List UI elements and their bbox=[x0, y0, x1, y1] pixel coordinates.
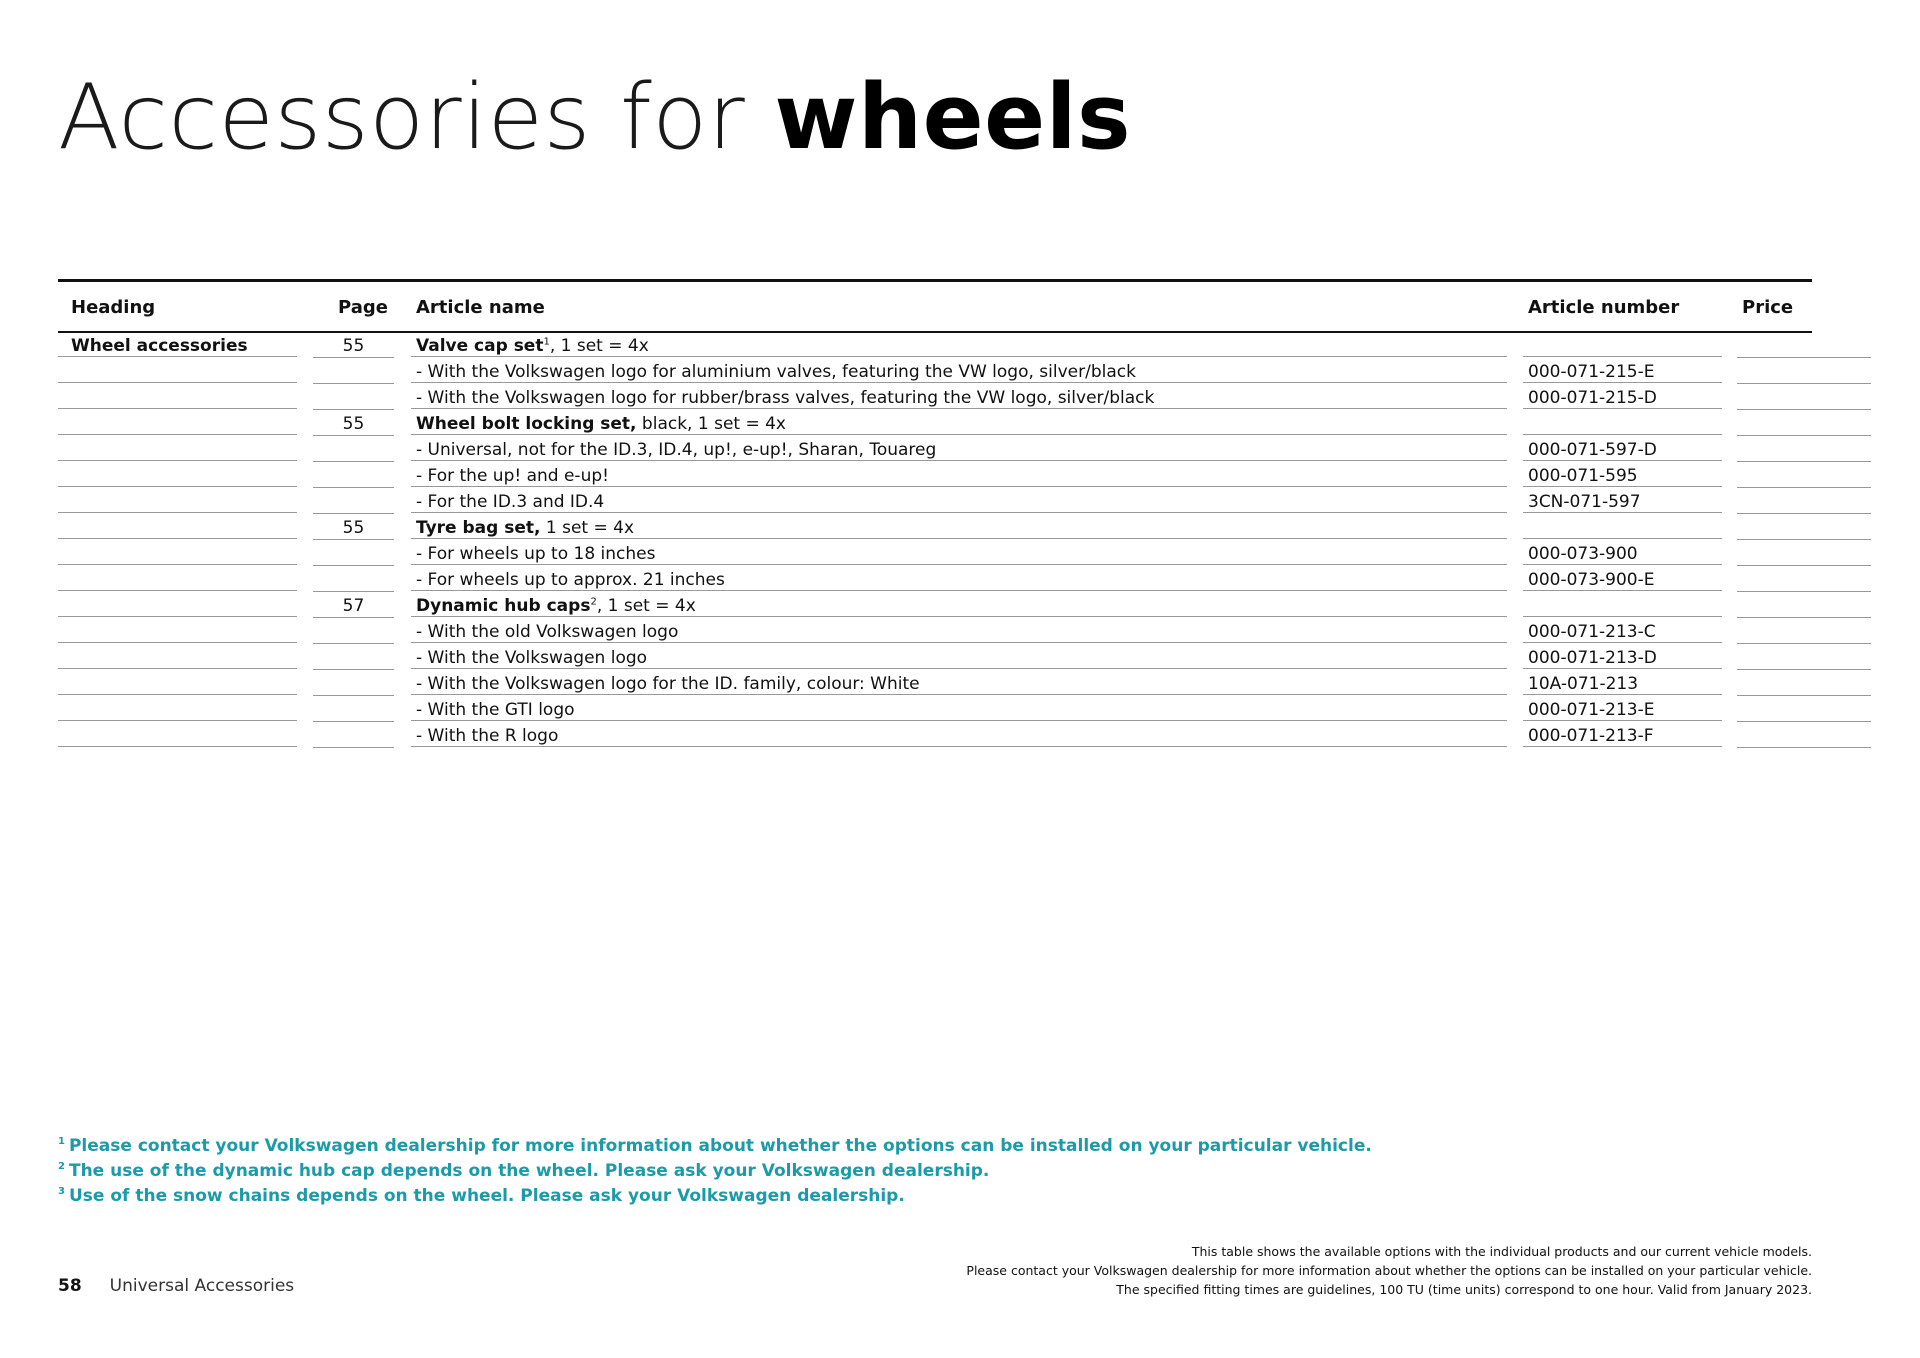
cell-heading bbox=[58, 385, 297, 409]
cell-heading bbox=[58, 697, 297, 721]
cell-heading bbox=[58, 671, 297, 695]
table-header bbox=[58, 282, 1812, 333]
table-row bbox=[58, 385, 1812, 411]
cell-price bbox=[1737, 697, 1871, 722]
cell-heading bbox=[58, 723, 297, 747]
footnote-marker: 1 bbox=[543, 336, 550, 348]
article-name-bold: Tyre bag set, bbox=[416, 518, 541, 538]
article-name-text: - For wheels up to 18 inches bbox=[416, 544, 656, 564]
disclaimer bbox=[966, 1242, 1812, 1299]
footnotes bbox=[58, 1134, 1372, 1209]
cell-article-number bbox=[1523, 411, 1722, 435]
cell-price bbox=[1737, 541, 1871, 566]
cell-article-name bbox=[411, 411, 1507, 435]
table-row bbox=[58, 593, 1812, 619]
cell-price bbox=[1737, 385, 1871, 410]
cell-heading bbox=[58, 411, 297, 435]
article-name-text: - With the Volkswagen logo bbox=[416, 648, 648, 668]
cell-article-name bbox=[411, 463, 1507, 487]
cell-article-name bbox=[411, 489, 1507, 513]
cell-page bbox=[313, 567, 394, 592]
table-row bbox=[58, 541, 1812, 567]
table-row bbox=[58, 437, 1812, 463]
footnote-text: The use of the dynamic hub cap depends on the wheel. Please ask your Volkswagen dealership. bbox=[68, 1161, 990, 1181]
cell-article-number: 3CN-071-597 bbox=[1523, 489, 1722, 513]
cell-article-number: 000-073-900-E bbox=[1523, 567, 1722, 591]
disclaimer-line: Please contact your Volkswagen dealership for more information about whether the options can be installed on your particular vehicle. bbox=[966, 1263, 1812, 1278]
article-name-text: - With the Volkswagen logo for aluminium valves, featuring the VW logo, silver/black bbox=[416, 362, 1136, 382]
header-article-name: Article name bbox=[416, 297, 545, 318]
cell-article-number: 000-071-595 bbox=[1523, 463, 1722, 487]
table-row bbox=[58, 411, 1812, 437]
cell-page bbox=[313, 385, 394, 410]
cell-page bbox=[313, 723, 394, 748]
cell-price bbox=[1737, 411, 1871, 436]
cell-page: 57 bbox=[313, 593, 394, 618]
footnote-number: 2 bbox=[58, 1161, 65, 1173]
cell-article-name bbox=[411, 359, 1507, 383]
article-name-text: - With the Volkswagen logo for the ID. family, colour: White bbox=[416, 674, 920, 694]
footnote-number: 1 bbox=[58, 1136, 65, 1148]
cell-article-name bbox=[411, 333, 1507, 357]
cell-heading bbox=[58, 645, 297, 669]
page-title-bold: wheels bbox=[774, 65, 1132, 170]
cell-price bbox=[1737, 359, 1871, 384]
table-row bbox=[58, 463, 1812, 489]
article-name-bold: Dynamic hub caps bbox=[416, 596, 591, 616]
cell-article-number: 000-071-213-F bbox=[1523, 723, 1722, 747]
cell-article-number: 000-071-213-C bbox=[1523, 619, 1722, 643]
article-name-text: - With the R logo bbox=[416, 726, 559, 746]
cell-heading bbox=[58, 515, 297, 539]
header-price: Price bbox=[1742, 297, 1794, 318]
cell-price bbox=[1737, 463, 1871, 488]
cell-article-name bbox=[411, 619, 1507, 643]
cell-page bbox=[313, 541, 394, 566]
cell-price bbox=[1737, 333, 1871, 358]
article-name-text: - For the ID.3 and ID.4 bbox=[416, 492, 605, 512]
cell-page bbox=[313, 619, 394, 644]
cell-price bbox=[1737, 489, 1871, 514]
table-row bbox=[58, 489, 1812, 515]
header-article-number: Article number bbox=[1528, 297, 1680, 318]
cell-article-name bbox=[411, 697, 1507, 721]
cell-article-number: 10A-071-213 bbox=[1523, 671, 1722, 695]
footnote bbox=[58, 1134, 1372, 1159]
cell-article-name bbox=[411, 645, 1507, 669]
article-name-bold: Wheel bolt locking set, bbox=[416, 414, 637, 434]
cell-article-number: 000-071-215-D bbox=[1523, 385, 1722, 409]
cell-article-name bbox=[411, 437, 1507, 461]
article-name-text: - With the GTI logo bbox=[416, 700, 575, 720]
page-footer bbox=[58, 1276, 294, 1296]
cell-heading bbox=[58, 567, 297, 591]
table-row bbox=[58, 723, 1812, 749]
table-row bbox=[58, 645, 1812, 671]
cell-article-name bbox=[411, 567, 1507, 591]
disclaimer-line: This table shows the available options with the individual products and our current vehicle models. bbox=[1191, 1244, 1812, 1259]
footnote-number: 3 bbox=[58, 1186, 65, 1198]
table-row bbox=[58, 619, 1812, 645]
cell-article-name bbox=[411, 723, 1507, 747]
cell-article-number: 000-071-215-E bbox=[1523, 359, 1722, 383]
article-name-text: black, 1 set = 4x bbox=[636, 414, 786, 434]
article-name-text: - For the up! and e-up! bbox=[416, 466, 609, 486]
disclaimer-line: The specified fitting times are guidelines, 100 TU (time units) correspond to one hour. Valid from January 2023. bbox=[1116, 1282, 1812, 1297]
cell-price bbox=[1737, 619, 1871, 644]
header-page: Page bbox=[338, 297, 388, 318]
cell-article-number: 000-073-900 bbox=[1523, 541, 1722, 565]
header-heading: Heading bbox=[71, 297, 156, 318]
cell-article-name bbox=[411, 385, 1507, 409]
footnote bbox=[58, 1184, 1372, 1209]
cell-page: 55 bbox=[313, 411, 394, 436]
cell-article-number bbox=[1523, 333, 1722, 357]
footnote-text: Use of the snow chains depends on the wheel. Please ask your Volkswagen dealership. bbox=[68, 1186, 905, 1206]
cell-article-name bbox=[411, 671, 1507, 695]
cell-page: 55 bbox=[313, 333, 394, 358]
article-name-text: , 1 set = 4x bbox=[549, 336, 649, 356]
cell-page bbox=[313, 437, 394, 462]
cell-heading bbox=[58, 619, 297, 643]
cell-page bbox=[313, 489, 394, 514]
article-name-bold: Valve cap set bbox=[416, 336, 544, 356]
section-name: Universal Accessories bbox=[109, 1276, 295, 1296]
article-name-text: - Universal, not for the ID.3, ID.4, up!, e-up!, Sharan, Touareg bbox=[416, 440, 937, 460]
cell-price bbox=[1737, 593, 1871, 618]
footnote bbox=[58, 1159, 1372, 1184]
cell-price bbox=[1737, 437, 1871, 462]
footnote-text: Please contact your Volkswagen dealership for more information about whether the options can be installed on your particular vehicle. bbox=[68, 1136, 1372, 1156]
cell-price bbox=[1737, 515, 1871, 540]
article-name-text: - With the old Volkswagen logo bbox=[416, 622, 679, 642]
table-row bbox=[58, 515, 1812, 541]
cell-article-number: 000-071-213-D bbox=[1523, 645, 1722, 669]
table-row bbox=[58, 333, 1812, 359]
cell-page: 55 bbox=[313, 515, 394, 540]
cell-page bbox=[313, 697, 394, 722]
article-name-text: - For wheels up to approx. 21 inches bbox=[416, 570, 725, 590]
cell-price bbox=[1737, 645, 1871, 670]
cell-price bbox=[1737, 723, 1871, 748]
cell-article-number bbox=[1523, 593, 1722, 617]
cell-heading bbox=[58, 359, 297, 383]
cell-page bbox=[313, 671, 394, 696]
cell-heading bbox=[58, 437, 297, 461]
article-name-text: , 1 set = 4x bbox=[596, 596, 696, 616]
cell-price bbox=[1737, 671, 1871, 696]
cell-article-name bbox=[411, 541, 1507, 565]
cell-article-number: 000-071-213-E bbox=[1523, 697, 1722, 721]
table-row bbox=[58, 359, 1812, 385]
table-row bbox=[58, 697, 1812, 723]
cell-heading bbox=[58, 593, 297, 617]
page-title bbox=[58, 65, 1132, 170]
page-title-light: Accessories for bbox=[58, 65, 746, 170]
page-number: 58 bbox=[58, 1276, 82, 1296]
cell-heading bbox=[58, 489, 297, 513]
cell-page bbox=[313, 359, 394, 384]
article-name-text: - With the Volkswagen logo for rubber/brass valves, featuring the VW logo, silver/black bbox=[416, 388, 1155, 408]
table-row bbox=[58, 567, 1812, 593]
footnote-marker: 2 bbox=[590, 596, 597, 608]
cell-heading bbox=[58, 463, 297, 487]
cell-heading bbox=[58, 541, 297, 565]
cell-article-name bbox=[411, 593, 1507, 617]
cell-price bbox=[1737, 567, 1871, 592]
cell-article-number bbox=[1523, 515, 1722, 539]
table-row bbox=[58, 671, 1812, 697]
cell-page bbox=[313, 645, 394, 670]
accessories-table bbox=[58, 279, 1812, 749]
cell-article-name bbox=[411, 515, 1507, 539]
cell-heading: Wheel accessories bbox=[58, 333, 297, 357]
article-name-text: 1 set = 4x bbox=[540, 518, 635, 538]
table-body bbox=[58, 333, 1812, 749]
cell-page bbox=[313, 463, 394, 488]
cell-article-number: 000-071-597-D bbox=[1523, 437, 1722, 461]
